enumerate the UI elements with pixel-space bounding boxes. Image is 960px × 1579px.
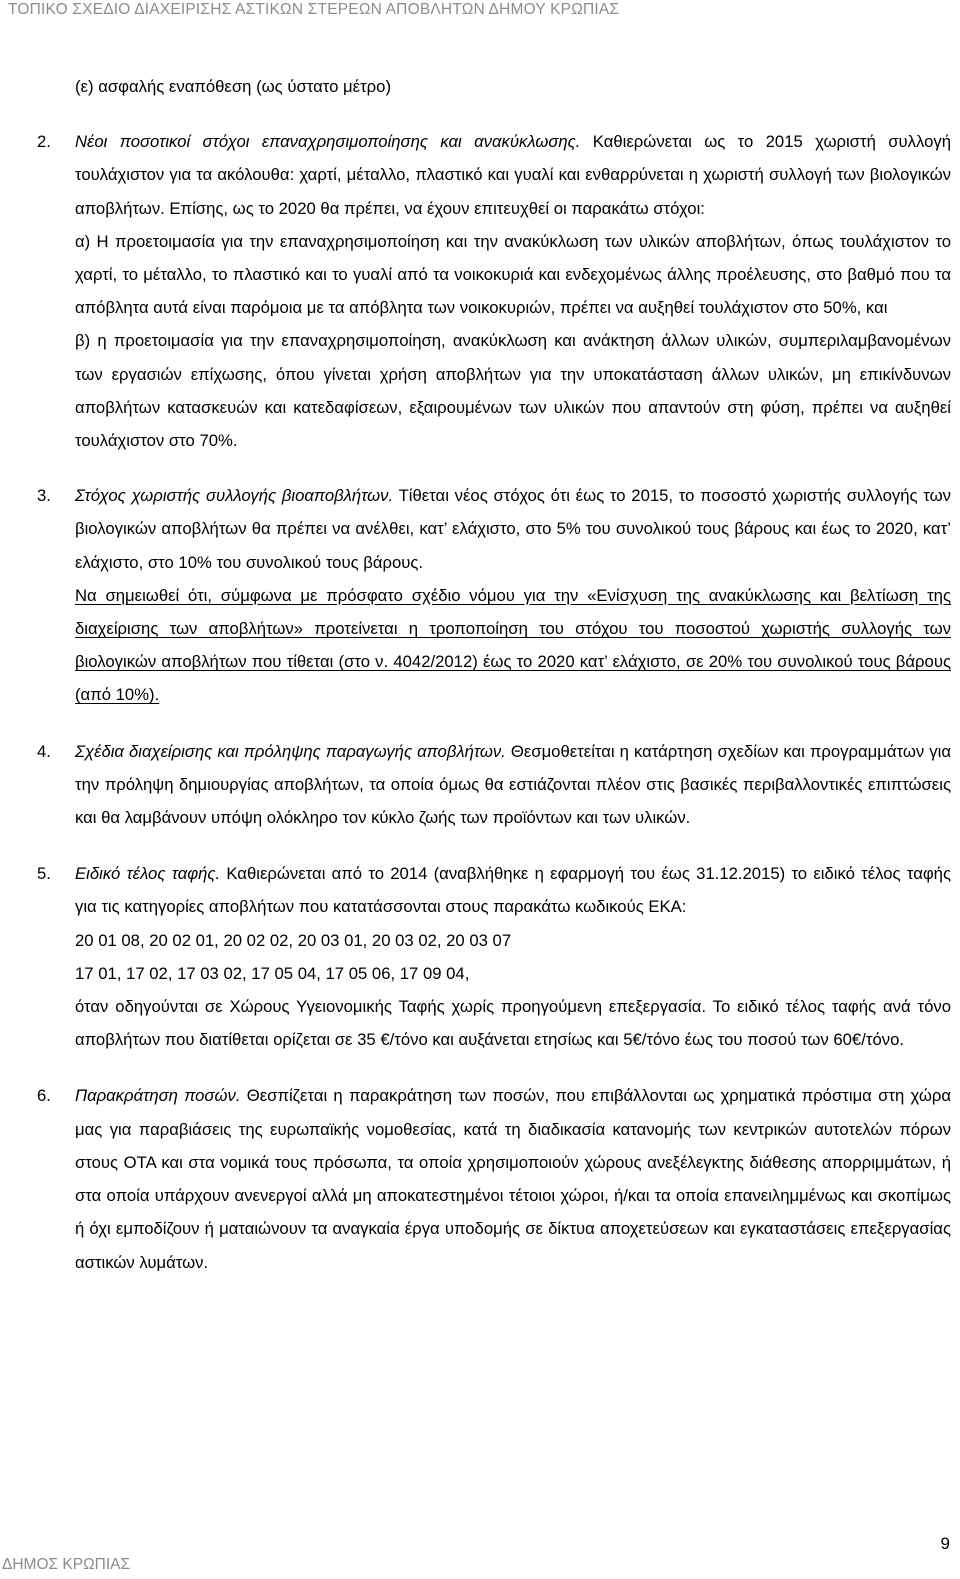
section-3 xyxy=(37,479,952,711)
section-title: Ειδικό τέλος ταφής. xyxy=(75,864,221,884)
section-title: Σχέδια διαχείρισης και πρόληψης παραγωγής αποβλήτων. xyxy=(75,741,506,761)
underlined-note: Να σημειωθεί ότι, σύμφωνα με πρόσφατο σχέδιο νόμου για την «Ενίσχυση της ανακύκλωσης και βελτίωση της διαχείρισης των αποβλήτων» προτείνεται η τροποποίηση του στόχου του ποσοστού χωριστής συλλογής των βιολογικών αποβλήτων που τίθεται (στο ν. 4042/2012) έως το 2020 κατ’ ελάχιστο, σε 20% του συνολικού τους βάρους (από 10%). xyxy=(75,585,951,705)
section-number: 5. xyxy=(37,864,51,884)
subitem-a: α) Η προετοιμασία για την επαναχρησιμοποίηση και την ανακύκλωση των υλικών αποβλήτων, όπως τουλάχιστον το χαρτί, το μέταλλο, το πλαστικό και το γυαλί από τα νοικοκυριά και ενδεχομένως άλλης προέλευσης, στο βαθμό που τα απόβλητα αυτά είναι παρόμοια με τα απόβλητα των νοικοκυριών, πρέπει να αυξηθεί τουλάχιστον στο 50%, και xyxy=(75,231,951,318)
section-number: 6. xyxy=(37,1086,51,1106)
section-2 xyxy=(37,125,951,457)
section-text: Θεσπίζεται η παρακράτηση των ποσών, που επιβάλλονται ως χρηματικά πρόστιμα στη χώρα μας για παραβιάσεις της ευρωπαϊκής νομοθεσίας, κατά τη διαδικασία κατανομής των κεντρικών αυτοτελών πόρων στους ΟΤΑ και στα νομικά τους πρόσωπα, τα οποία χρησιμοποιούν χώρους ανεξέλεγκτης διάθεσης απορριμμάτων, ή στα οποία υπάρχουν ανενεργοί αλλά μη αποκατεστημένοι τέτοιοι χώροι, ή/και τα οποία επανειλημμένως και σκοπίμως ή όχι εμποδίζουν ή ματαιώνουν τα αναγκαία έργα υποδομής σε δίκτυα αποχετεύσεων και εγκαταστάσεις επεξεργασίας αστικών λυμάτων. xyxy=(75,1086,951,1272)
section-number: 4. xyxy=(37,741,51,761)
page-number: 9 xyxy=(940,1534,950,1553)
subitem-b: β) η προετοιμασία για την επαναχρησιμοποίηση, ανακύκλωση και ανάκτηση άλλων υλικών, συμπεριλαμβανομένων των εργασιών επίχωσης, όπου γίνεται χρήση αποβλήτων για την υποκατάσταση άλλων υλικών, μη επικίνδυνων αποβλήτων κατασκευών και κατεδαφίσεων, εξαιρουμένων των υλικών που απαντούν στη φύση, πρέπει να αυξηθεί τουλάχιστον στο 70%. xyxy=(75,331,951,451)
section-text: Θεσμοθετείται η κατάρτηση σχεδίων και προγραμμάτων για την πρόληψη δημιουργίας αποβλήτων, τα οποία όμως θα εστιάζονται πλέον στις βασικές περιβαλλοντικές επιπτώσεις και θα λαμβάνουν υπόψη ολόκληρο τον κύκλο ζωής των προϊόντων και των υλικών. xyxy=(75,741,951,828)
section-text: Καθιερώνεται από το 2014 (αναβλήθηκε η εφαρμογή του έως 31.12.2015) το ειδικό τέλος ταφής για τις κατηγορίες αποβλήτων που κατατάσσονται στους παρακάτω κωδικούς ΕΚΑ: xyxy=(75,864,951,917)
section-title: Παρακράτηση ποσών. xyxy=(75,1086,241,1106)
page-header xyxy=(0,0,960,22)
item-e-text: (ε) ασφαλής εναπόθεση (ως ύστατο μέτρο) xyxy=(75,77,392,96)
eka-codes-line-1: 20 01 08, 20 02 01, 20 02 02, 20 03 01, 20 03 02, 20 03 07 xyxy=(75,930,512,950)
section-6 xyxy=(37,1079,951,1278)
landfill-fee-text: όταν οδηγούνται σε Χώρους Υγειονομικής Ταφής χωρίς προηγούμενη επεξεργασία. Το ειδικό τέλος ταφής ανά τόνο αποβλήτων που διατίθεται ορίζεται σε 35 €/τόνο και αυξάνεται ετησίως και 5€/τόνο έως του ποσού των 60€/τόνο. xyxy=(75,997,951,1050)
document-body xyxy=(37,70,952,1279)
section-title: Νέοι ποσοτικοί στόχοι επαναχρησιμοποίησης και ανακύκλωσης. xyxy=(75,132,581,152)
section-title: Στόχος χωριστής συλλογής βιοαποβλήτων. xyxy=(75,486,394,506)
section-text: Τίθεται νέος στόχος ότι έως το 2015, το ποσοστό χωριστής συλλογής των βιολογικών αποβλήτων θα πρέπει να ανέλθει, κατ’ ελάχιστο, στο 5% του συνολικού τους βάρους και έως το 2020, κατ’ ελάχιστο, στο 10% του συνολικού τους βάρους. xyxy=(75,486,952,572)
header-title: ΤΟΠΙΚΟ ΣΧΕΔΙΟ ΔΙΑΧΕΙΡΙΣΗΣ ΑΣΤΙΚΩΝ ΣΤΕΡΕΩΝ ΑΠΟΒΛΗΤΩΝ ΔΗΜΟΥ ΚΡΩΠΙΑΣ xyxy=(8,1,620,18)
section-4 xyxy=(37,735,951,835)
section-number: 3. xyxy=(37,486,51,506)
section-5 xyxy=(37,857,951,1056)
footer-municipality: ΔΗΜΟΣ ΚΡΩΠΙΑΣ xyxy=(2,1556,131,1573)
section-text: Καθιερώνεται ως το 2015 χωριστή συλλογή τουλάχιστον για τα ακόλουθα: χαρτί, μέταλλο, πλαστικό και γυαλί και ενθαρρύνεται η χωριστή συλλογή των βιολογικών αποβλήτων. Επίσης, ως το 2020 θα πρέπει, να έχουν επιτευχθεί οι παρακάτω στόχοι: xyxy=(75,132,951,218)
section-number: 2. xyxy=(37,132,51,152)
eka-codes-line-2: 17 01, 17 02, 17 03 02, 17 05 04, 17 05 06, 17 09 04, xyxy=(75,963,470,983)
